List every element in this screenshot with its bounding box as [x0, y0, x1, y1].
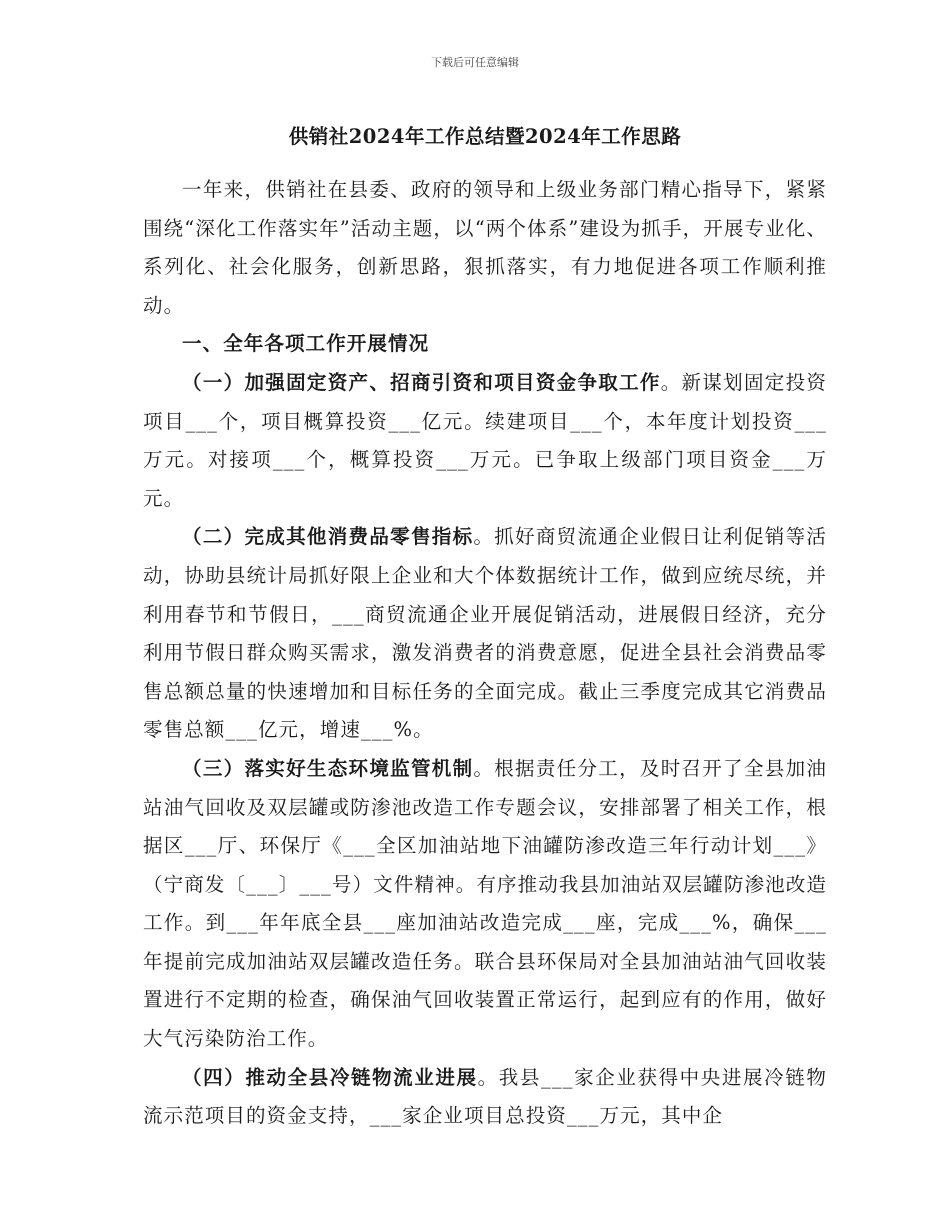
item-paragraph-4 [143, 1059, 827, 1136]
item-body: 。抓好商贸流通企业假日让利促销等活动，协助县统计局抓好限上企业和大个体数据统计工作，做到应统尽统，并利用春节和节假日，___商贸流通企业开展促销活动，进展假日经济，充分利用节假日群众购买需求，激发消费者的消费意愿，促进全县社会消费品零售总额总量的快速增加和目标任务的全面完成。截止三季度完成其它消费品零售总额___亿元，增速___%。 [143, 525, 827, 742]
intro-paragraph: 一年来，供销社在县委、政府的领导和上级业务部门精心指导下，紧紧围绕“深化工作落实年”活动主题，以“两个体系”建设为抓手，开展专业化、系列化、社会化服务，创新思路，狠抓落实，有力地促进各项工作顺利推动。 [143, 178, 827, 317]
item-lead: （四）推动全县冷链物流业进展 [182, 1065, 478, 1089]
item-body: 。我县___家企业获得中央进展冷链物流示范项目的资金支持，___家企业项目总投资___万元，其中企 [143, 1065, 827, 1128]
item-body: 。新谋划固定投资项目___个，项目概算投资___亿元。续建项目___个，本年度计划投资___万元。对接项___个，概算投资___万元。已争取上级部门项目资金___万元。 [143, 370, 827, 510]
item-paragraph-3 [143, 750, 827, 1059]
item-paragraph-2 [143, 518, 827, 750]
item-body: 。根据责任分工，及时召开了全县加油站油气回收及双层罐或防渗池改造工作专题会议，安排部署了相关工作，根据区___厅、环保厅《___全区加油站地下油罐防渗改造三年行动计划___》（宁商发〔___〕___号）文件精神。有序推动我县加油站双层罐防渗池改造工作。到___年年底全县___座加油站改造完成___座，完成___%，确保___年提前完成加油站双层罐改造任务。联合县环保局对全县加油站油气回收装置进行不定期的检查，确保油气回收装置正常运行，起到应有的作用，做好大气污染防治工作。 [143, 756, 827, 1051]
page-header-note: 下载后可任意编辑 [431, 56, 519, 69]
item-lead: （一）加强固定资产、招商引资和项目资金争取工作 [182, 370, 661, 394]
document-title: 供销社2024年工作总结暨2024年工作思路 [288, 125, 682, 148]
item-lead: （三）落实好生态环境监管机制 [182, 756, 474, 780]
item-paragraph-1 [143, 364, 827, 518]
item-lead: （二）完成其他消费品零售指标 [182, 525, 474, 549]
document-body [143, 117, 827, 1136]
section-heading: 一、全年各项工作开展情况 [182, 332, 430, 356]
